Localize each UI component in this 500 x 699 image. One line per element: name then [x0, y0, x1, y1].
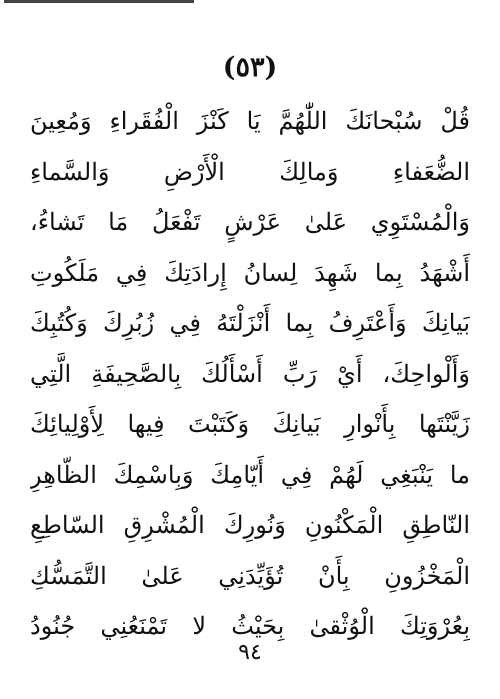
text-line-2: الضُّعَفاءِ وَمالِكَ الْأَرْضِ وَالسَّماءِ [30, 157, 470, 186]
section-number: (٥٣) [222, 52, 278, 83]
prayer-text [30, 96, 470, 652]
text-line-9: النّاطِقِ الْمَكْنُونِ وَنُورِكَ الْمُشْرِقِ السّاطِعِ [30, 511, 470, 539]
text-line-4: أَشْهَدُ بِما شَهِدَ لِسانُ إِرادَتِكَ فِي مَلَكُوتِ [30, 258, 470, 287]
page-number: ٩٤ [238, 640, 262, 665]
text-line-7: زَيَّنْتَها بِأَنْوارِ بَيانِكَ وَكَتَبْتَ فِيها لِأَوْلِيائِكَ [30, 410, 470, 438]
text-line-3: وَالْمُسْتَوِي عَلىٰ عَرْشٍ تَفْعَلُ مَا تَشاءُ، [30, 208, 470, 236]
text-line-8: ما يَنْبَغِي لَهُمْ فِي أَيّامِكَ وَبِاسْمِكَ الظّاهِرِ [30, 460, 470, 489]
text-line-1: قُلْ سُبْحانَكَ اللّٰهُمَّ يَا كَنْزَ الْفُقَراءِ وَمُعِينَ [30, 107, 470, 135]
text-line-10: الْمَخْزُونِ بِأَنْ تُؤَيِّدَنِي عَلىٰ التَّمَسُّكِ [30, 561, 470, 590]
top-rule [4, 0, 194, 3]
text-line-11: بِعُرْوَتِكَ الْوُثْقىٰ بِحَيْثُ لا تَمْنَعُنِي جُنُودُ [30, 612, 470, 640]
text-line-6: وَأَلْواحِكَ، أَيْ رَبِّ أَسْأَلُكَ بِالصَّحِيفَةِ الَّتِي [30, 359, 470, 388]
text-line-5: بَيانِكَ وَأَعْتَرِفُ بِما أَنْزَلْتَهُ فِي زُبُرِكَ وَكُتُبِكَ [30, 309, 470, 337]
